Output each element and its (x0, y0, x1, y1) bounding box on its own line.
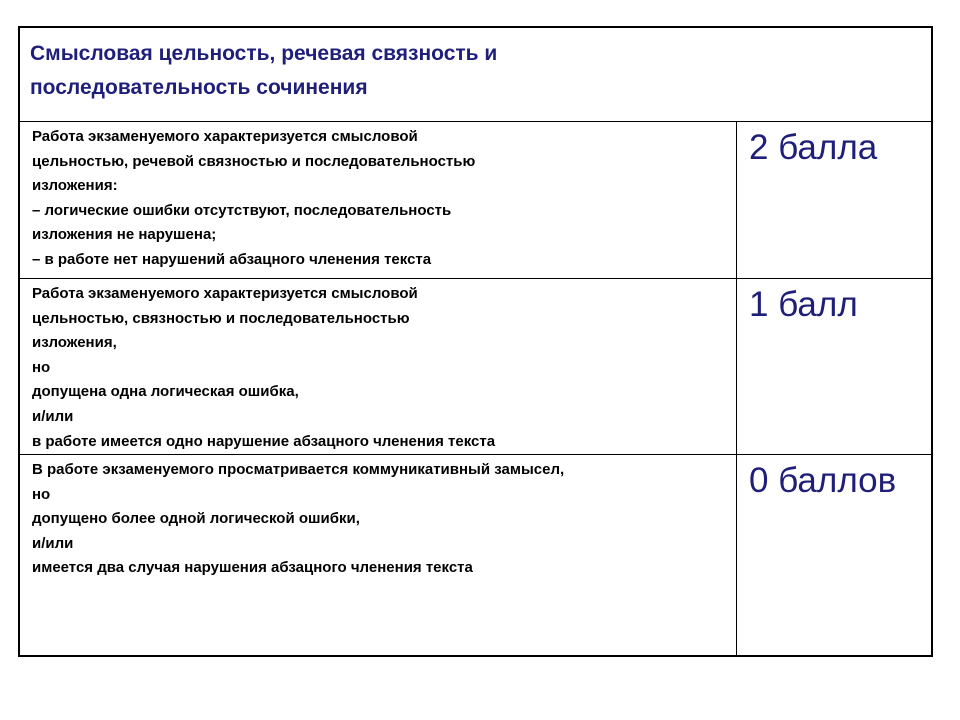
description-line: допущена одна логическая ошибка, (32, 383, 299, 401)
description-line: изложения, (32, 334, 117, 352)
table-title: Смысловая цельность, речевая связность и последовательность сочинения (30, 42, 498, 99)
description-line: Работа экзаменуемого характеризуется смысловой (32, 128, 418, 145)
criteria-description (20, 122, 737, 278)
description-line: Работа экзаменуемого характеризуется смысловой (32, 285, 418, 302)
description-line: и/или (32, 534, 74, 552)
score-value: 0 баллов (749, 461, 897, 500)
description-line: допущено более одной логической ошибки, (32, 510, 360, 528)
criteria-description (20, 455, 737, 655)
description-line: изложения: (32, 177, 118, 195)
criteria-row-1-point (20, 279, 931, 455)
criteria-row-2-points (20, 122, 931, 279)
description-line: и/или (32, 407, 74, 425)
description-line: цельностью, связностью и последовательностью (32, 309, 410, 327)
description-line: в работе имеется одно нарушение абзацного членения текста (32, 432, 496, 450)
description-line: но (32, 485, 51, 503)
criteria-row-0-points (20, 455, 931, 655)
description-line: цельностью, речевой связностью и последовательностью (32, 152, 476, 170)
score-value: 2 балла (749, 128, 878, 167)
description-line: изложения не нарушена; (32, 226, 217, 244)
score-value: 1 балл (749, 285, 858, 324)
criteria-table (18, 26, 933, 657)
description-line: имеется два случая нарушения абзацного членения текста (32, 559, 473, 577)
criteria-description (20, 279, 737, 454)
description-line: В работе экзаменуемого просматривается коммуникативный замысел, (32, 461, 565, 478)
description-line: но (32, 358, 51, 376)
description-line: – в работе нет нарушений абзацного членения текста (32, 250, 432, 268)
table-header-cell (20, 28, 931, 122)
description-line: – логические ошибки отсутствуют, последовательность (32, 201, 452, 219)
